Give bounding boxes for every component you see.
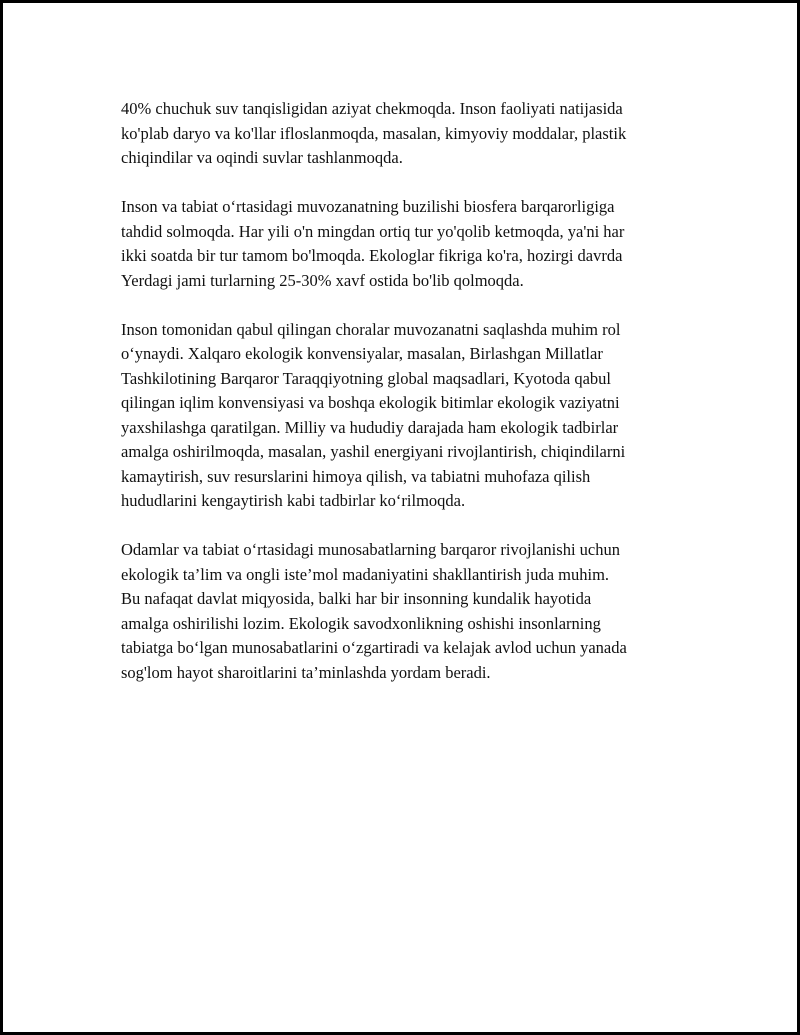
page-body [121, 97, 701, 710]
paragraph-1 [121, 97, 701, 171]
text-line: kamaytirish, suv resurslarini himoya qilish, va tabiatni muhofaza qilish [121, 466, 591, 486]
text-line: Yerdagi jami turlarning 25-30% xavf ostida bo'lib qolmoqda. [121, 270, 524, 290]
text-line: qilingan iqlim konvensiyasi va boshqa ekologik bitimlar ekologik vaziyatni [121, 393, 620, 412]
text-line: hududlarini kengaytirish kabi tadbirlar ko‘rilmoqda. [121, 491, 466, 510]
text-line: ko'plab daryo va ko'llar ifloslanmoqda, masalan, kimyoviy moddalar, plastik [121, 123, 627, 143]
paragraph-2 [121, 195, 701, 293]
text-line: ikki soatda bir tur tamom bo'lmoqda. Ekologlar fikriga ko'ra, hozirgi davrda [121, 246, 623, 265]
text-line: ekologik ta’lim va ongli iste’mol madaniyatini shakllantirish juda muhim. [121, 564, 610, 584]
text-line: Bu nafaqat davlat miqyosida, balki har bir insonning kundalik hayotida [121, 589, 592, 608]
text-line: Tashkilotining Barqaror Taraqqiyotning global maqsadlari, Kyotoda qabul [121, 368, 611, 388]
text-line: Inson tomonidan qabul qilingan choralar muvozanatni saqlashda muhim rol [121, 319, 621, 339]
paragraph-4 [121, 538, 701, 685]
text-line: Inson va tabiat o‘rtasidagi muvozanatning buzilishi biosfera barqarorligiga [121, 197, 615, 216]
text-line: sog'lom hayot sharoitlarini ta’minlashda yordam beradi. [121, 662, 491, 682]
text-line: yaxshilashga qaratilgan. Milliy va hududiy darajada ham ekologik tadbirlar [121, 417, 619, 437]
paragraph-3 [121, 318, 701, 514]
text-line: Odamlar va tabiat o‘rtasidagi munosabatlarning barqaror rivojlanishi uchun [121, 540, 620, 559]
text-line: tabiatga bo‘lgan munosabatlarini o‘zgartiradi va kelajak avlod uchun yanada [121, 638, 627, 657]
text-line: amalga oshirilishi lozim. Ekologik savodxonlikning oshishi insonlarning [121, 613, 601, 633]
text-line: chiqindilar va oqindi suvlar tashlanmoqda. [121, 148, 403, 167]
text-line: o‘ynaydi. Xalqaro ekologik konvensiyalar, masalan, Birlashgan Millatlar [121, 344, 603, 363]
text-line: 40% chuchuk suv tanqisligidan aziyat chekmoqda. Inson faoliyati natijasida [121, 99, 623, 118]
text-line: amalga oshirilmoqda, masalan, yashil energiyani rivojlantirish, chiqindilarni [121, 442, 626, 461]
text-line: tahdid solmoqda. Har yili o'n mingdan ortiq tur yo'qolib ketmoqda, ya'ni har [121, 221, 625, 241]
